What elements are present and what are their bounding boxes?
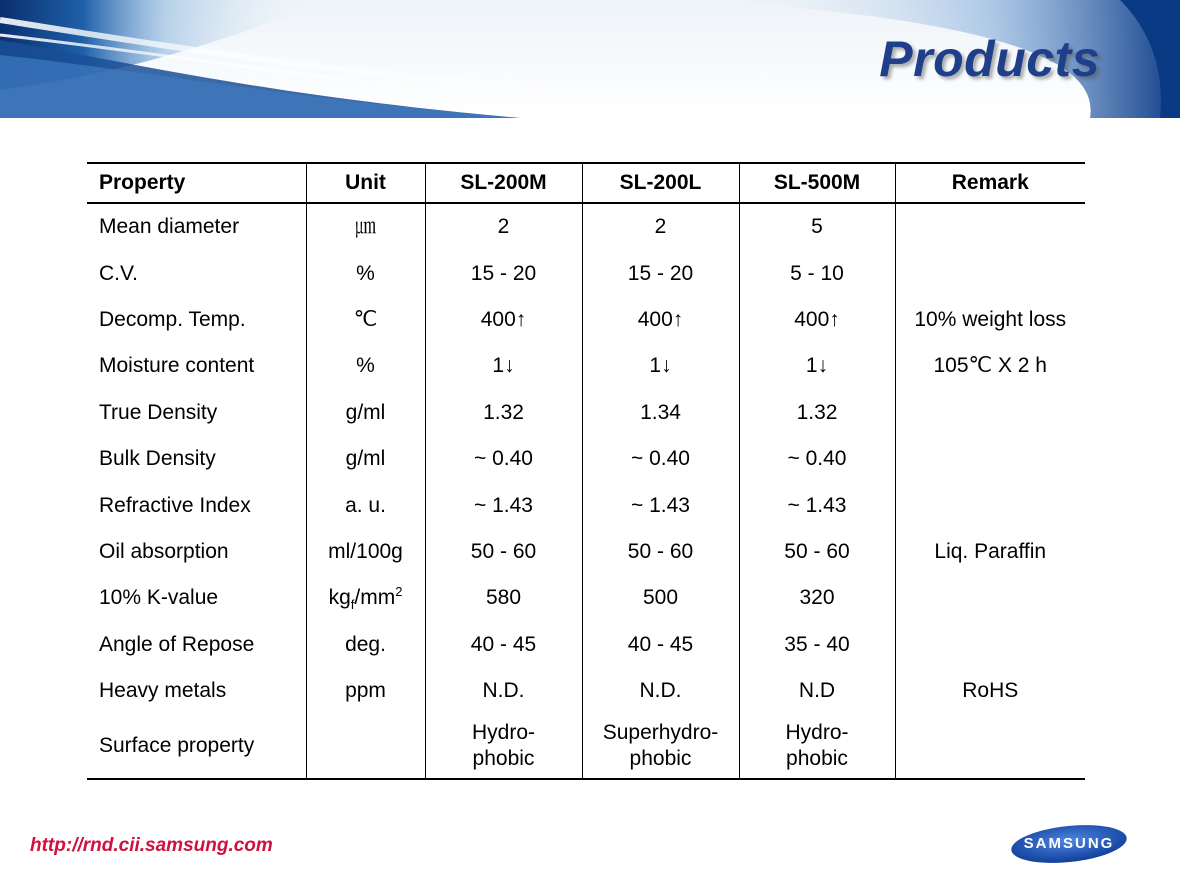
cell-sl-200l: ~ 1.43 — [582, 482, 739, 528]
table-row — [87, 529, 1085, 575]
cell-sl-200l: 40 - 45 — [582, 622, 739, 668]
cell-sl-200m: 2 — [425, 203, 582, 250]
cell-sl-200m: 50 - 60 — [425, 529, 582, 575]
header-unit: Unit — [306, 163, 425, 203]
cell-sl-200l: 400↑ — [582, 297, 739, 343]
cell-unit: $kg_f/mm^2$ — [306, 575, 425, 621]
cell-sl-200l: 1.34 — [582, 390, 739, 436]
table-header-row — [87, 163, 1085, 203]
cell-sl-500m: Hydro- phobic — [739, 714, 895, 779]
footer-url: http://rnd.cii.samsung.com — [30, 835, 273, 856]
cell-sl-200m: ~ 1.43 — [425, 482, 582, 528]
cell-sl-500m: 320 — [739, 575, 895, 621]
cell-property: C.V. — [99, 261, 138, 285]
cell-sl-200m: 1↓ — [425, 343, 582, 389]
cell-remark — [895, 622, 1085, 668]
cell-sl-200m: 400↑ — [425, 297, 582, 343]
table-row — [87, 297, 1085, 343]
cell-unit: ppm — [306, 668, 425, 714]
table-row — [87, 390, 1085, 436]
cell-sl-200l: Superhydro- phobic — [582, 714, 739, 779]
samsung-logo — [1008, 822, 1130, 866]
cell-property: Bulk Density — [99, 447, 216, 471]
cell-sl-200l: 50 - 60 — [582, 529, 739, 575]
cell-property: Surface property — [87, 714, 306, 779]
cell-sl-500m: 5 — [739, 203, 895, 250]
cell-sl-200l: 15 - 20 — [582, 250, 739, 296]
samsung-logo-text: SAMSUNG — [1023, 835, 1115, 852]
cell-sl-500m: 35 - 40 — [739, 622, 895, 668]
cell-sl-500m: 5 - 10 — [739, 250, 895, 296]
cell-property: Moisture content — [99, 354, 255, 378]
cell-remark — [895, 436, 1085, 482]
cell-sl-200l: 1↓ — [582, 343, 739, 389]
cell-unit: % — [306, 250, 425, 296]
cell-remark: RoHS — [895, 668, 1085, 714]
cell-property: Decomp. Temp. — [99, 307, 246, 331]
table-row — [87, 250, 1085, 296]
cell-property: 10% K-value — [99, 586, 219, 610]
cell-property: Oil absorption — [99, 539, 229, 563]
cell-remark — [895, 714, 1085, 779]
cell-remark — [895, 575, 1085, 621]
cell-sl-500m: 1.32 — [739, 390, 895, 436]
header-remark: Remark — [895, 163, 1085, 203]
table-row — [87, 203, 1085, 250]
table-row — [87, 436, 1085, 482]
cell-unit: a. u. — [306, 482, 425, 528]
cell-remark: 10% weight loss — [895, 297, 1085, 343]
cell-unit: ㎛ — [306, 203, 425, 250]
header-sl-200l: SL-200L — [582, 163, 739, 203]
header-banner — [0, 0, 1180, 118]
table-row — [87, 714, 1085, 779]
cell-sl-200m: ~ 0.40 — [425, 436, 582, 482]
cell-unit — [306, 714, 425, 779]
header-property: Property — [87, 163, 306, 203]
cell-unit: g/ml — [306, 436, 425, 482]
cell-unit: ℃ — [306, 297, 425, 343]
cell-sl-500m: ~ 0.40 — [739, 436, 895, 482]
cell-unit: ml/100g — [306, 529, 425, 575]
cell-remark: Liq. Paraffin — [895, 529, 1085, 575]
header-sl-500m: SL-500M — [739, 163, 895, 203]
cell-unit: g/ml — [306, 390, 425, 436]
cell-sl-200m: Hydro- phobic — [425, 714, 582, 779]
cell-property: Heavy metals — [99, 679, 227, 703]
cell-unit: % — [306, 343, 425, 389]
cell-sl-500m: 400↑ — [739, 297, 895, 343]
cell-property: Refractive Index — [99, 493, 251, 517]
table-row — [87, 575, 1085, 621]
table-row — [87, 482, 1085, 528]
cell-sl-200m: 580 — [425, 575, 582, 621]
cell-sl-200l: N.D. — [582, 668, 739, 714]
cell-sl-200m: 15 - 20 — [425, 250, 582, 296]
cell-sl-500m: N.D — [739, 668, 895, 714]
cell-sl-500m: ~ 1.43 — [739, 482, 895, 528]
cell-sl-200m: 1.32 — [425, 390, 582, 436]
table-row — [87, 343, 1085, 389]
table-row — [87, 668, 1085, 714]
cell-sl-500m: 1↓ — [739, 343, 895, 389]
cell-sl-200m: N.D. — [425, 668, 582, 714]
header-sl-200m: SL-200M — [425, 163, 582, 203]
cell-remark: 105℃ X 2 h — [895, 343, 1085, 389]
cell-remark — [895, 390, 1085, 436]
cell-remark — [895, 250, 1085, 296]
product-spec-table — [87, 162, 1085, 780]
cell-sl-500m: 50 - 60 — [739, 529, 895, 575]
cell-property: True Density — [99, 400, 218, 424]
table-row — [87, 622, 1085, 668]
cell-property: Angle of Repose — [99, 632, 255, 656]
cell-sl-200l: 2 — [582, 203, 739, 250]
cell-sl-200l: 500 — [582, 575, 739, 621]
cell-remark — [895, 482, 1085, 528]
cell-unit: deg. — [306, 622, 425, 668]
cell-property: Mean diameter — [99, 215, 240, 239]
cell-remark — [895, 203, 1085, 250]
cell-sl-200m: 40 - 45 — [425, 622, 582, 668]
cell-sl-200l: ~ 0.40 — [582, 436, 739, 482]
page-title: Products — [879, 31, 1100, 87]
